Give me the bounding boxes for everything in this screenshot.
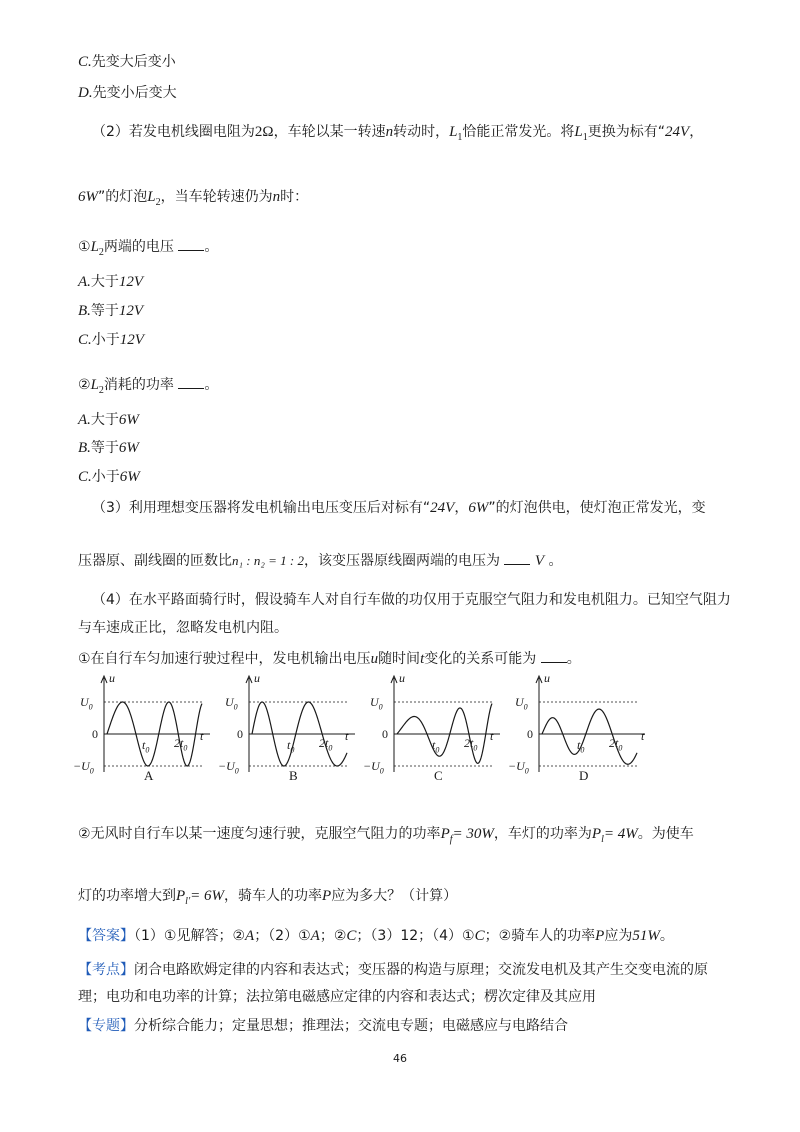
two-t0-label: $2t_0$ <box>609 736 623 753</box>
t-axis-label: t <box>490 729 494 743</box>
q4-line-1: （4）在水平路面骑行时，假设骑车人对自行车做的功仅用于克服空气阻力和发电机阻力。已知空气阻力 <box>92 592 731 608</box>
answer-blank[interactable] <box>541 648 567 663</box>
t0-label: $t_0$ <box>577 738 585 755</box>
graph-caption: D <box>579 768 589 783</box>
graph-d[interactable] <box>505 668 645 790</box>
t-axis-label: t <box>200 729 204 743</box>
q3-line-1: （3）利用理想变压器将发电机输出电压变压后对标有“24V，6W”的灯泡供电，使灯泡正常发光，变 <box>92 500 706 516</box>
q2-sub2-option-a: A.大于6W <box>78 412 139 428</box>
q4-sub2-line-1: ②无风时自行车以某一速度匀速行驶，克服空气阻力的功率$P_f= 30W$，车灯的功率为$P_l= 4W$。为使车 <box>78 826 694 845</box>
q2-line-1: （2）若发电机线圈电阻为2Ω，车轮以某一转速n转动时，$L_1$恰能正常发光。将$L_1$更换为标有“24V， <box>92 124 704 143</box>
graph-b[interactable] <box>215 668 355 790</box>
two-t0-label: $2t_0$ <box>319 736 333 753</box>
option-c: C.先变大后变小 <box>78 54 176 70</box>
q2-sub1-option-b: B.等于12V <box>78 303 144 319</box>
t-axis-label: t <box>345 729 349 743</box>
t0-label: $t_0$ <box>432 738 440 755</box>
q2-line-2: 6W”的灯泡$L_2$，当车轮转速仍为n时： <box>78 189 309 208</box>
u-t-graphs <box>70 668 650 790</box>
t0-label: $t_0$ <box>287 738 295 755</box>
t-axis-label: t <box>641 729 645 743</box>
q2-sub1-option-a: A.大于12V <box>78 274 144 290</box>
q4-line-2: 与车速成正比，忽略发电机内阻。 <box>78 620 288 636</box>
origin-label: 0 <box>382 727 388 741</box>
u0-label: $U_0$ <box>80 695 93 712</box>
graph-caption: B <box>289 768 298 783</box>
answer-line: 【答案】（1）①见解答；②A；（2）①A；②C；（3）12；（4）①C；②骑车人的功率P应为51W。 <box>78 928 674 944</box>
u-axis-label: u <box>399 671 405 685</box>
zhuanti-line: 【专题】分析综合能力；定量思想；推理法；交流电专题；电磁感应与电路结合 <box>78 1018 568 1034</box>
kaodian-tag: 【考点】 <box>78 962 134 978</box>
q2-sub2-option-c: C.小于6W <box>78 469 140 485</box>
origin-label: 0 <box>527 727 533 741</box>
kaodian-line-1: 【考点】闭合电路欧姆定律的内容和表达式；变压器的构造与原理；交流发电机及其产生交变电流的原 <box>78 962 708 978</box>
u-axis-label: u <box>254 671 260 685</box>
page-number: 46 <box>393 1052 407 1065</box>
q4-sub2-line-2: 灯的功率增大到$P_{l'}= 6W$，骑车人的功率P应为多大？（计算） <box>78 888 458 907</box>
q4-sub1-question: ①在自行车匀加速行驶过程中，发电机输出电压u随时间t变化的关系可能为 。 <box>78 648 581 669</box>
origin-label: 0 <box>237 727 243 741</box>
two-t0-label: $2t_0$ <box>174 736 188 753</box>
voltage-waveform <box>397 704 492 764</box>
answer-tag: 【答案】 <box>78 928 134 944</box>
u-axis-label: u <box>109 671 115 685</box>
u0-label: $U_0$ <box>515 695 528 712</box>
q2-sub1-question: $①L_2$两端的电压 。 <box>78 236 218 263</box>
answer-blank[interactable] <box>178 374 204 389</box>
graph-a[interactable] <box>70 668 210 790</box>
option-d: D.先变小后变大 <box>78 85 177 101</box>
q3-line-2: 压器原、副线圈的匝数比n₁ : n₂ = 1 : 2，该变压器原线圈两端的电压为 V 。 <box>78 550 563 571</box>
t0-label: $t_0$ <box>142 738 150 755</box>
u0-label: $U_0$ <box>225 695 238 712</box>
answer-blank[interactable] <box>178 236 204 251</box>
neg-u0-label: $-U_0$ <box>218 759 239 776</box>
q2-sub2-question: $②L_2$消耗的功率 。 <box>78 374 218 401</box>
origin-label: 0 <box>92 727 98 741</box>
u0-label: $U_0$ <box>370 695 383 712</box>
zhuanti-tag: 【专题】 <box>78 1018 134 1034</box>
graph-caption: C <box>434 768 443 783</box>
neg-u0-label: $-U_0$ <box>73 759 94 776</box>
voltage-waveform <box>542 709 637 764</box>
q2-sub1-option-c: C.小于12V <box>78 332 144 348</box>
two-t0-label: $2t_0$ <box>464 736 478 753</box>
graph-c[interactable] <box>360 668 500 790</box>
u-axis-label: u <box>544 671 550 685</box>
q2-sub2-option-b: B.等于6W <box>78 440 139 456</box>
neg-u0-label: $-U_0$ <box>363 759 384 776</box>
answer-blank[interactable] <box>504 550 530 565</box>
neg-u0-label: $-U_0$ <box>508 759 529 776</box>
kaodian-line-2: 理；电功和电功率的计算；法拉第电磁感应定律的内容和表达式；楞次定律及其应用 <box>78 989 596 1005</box>
graph-caption: A <box>144 768 154 783</box>
